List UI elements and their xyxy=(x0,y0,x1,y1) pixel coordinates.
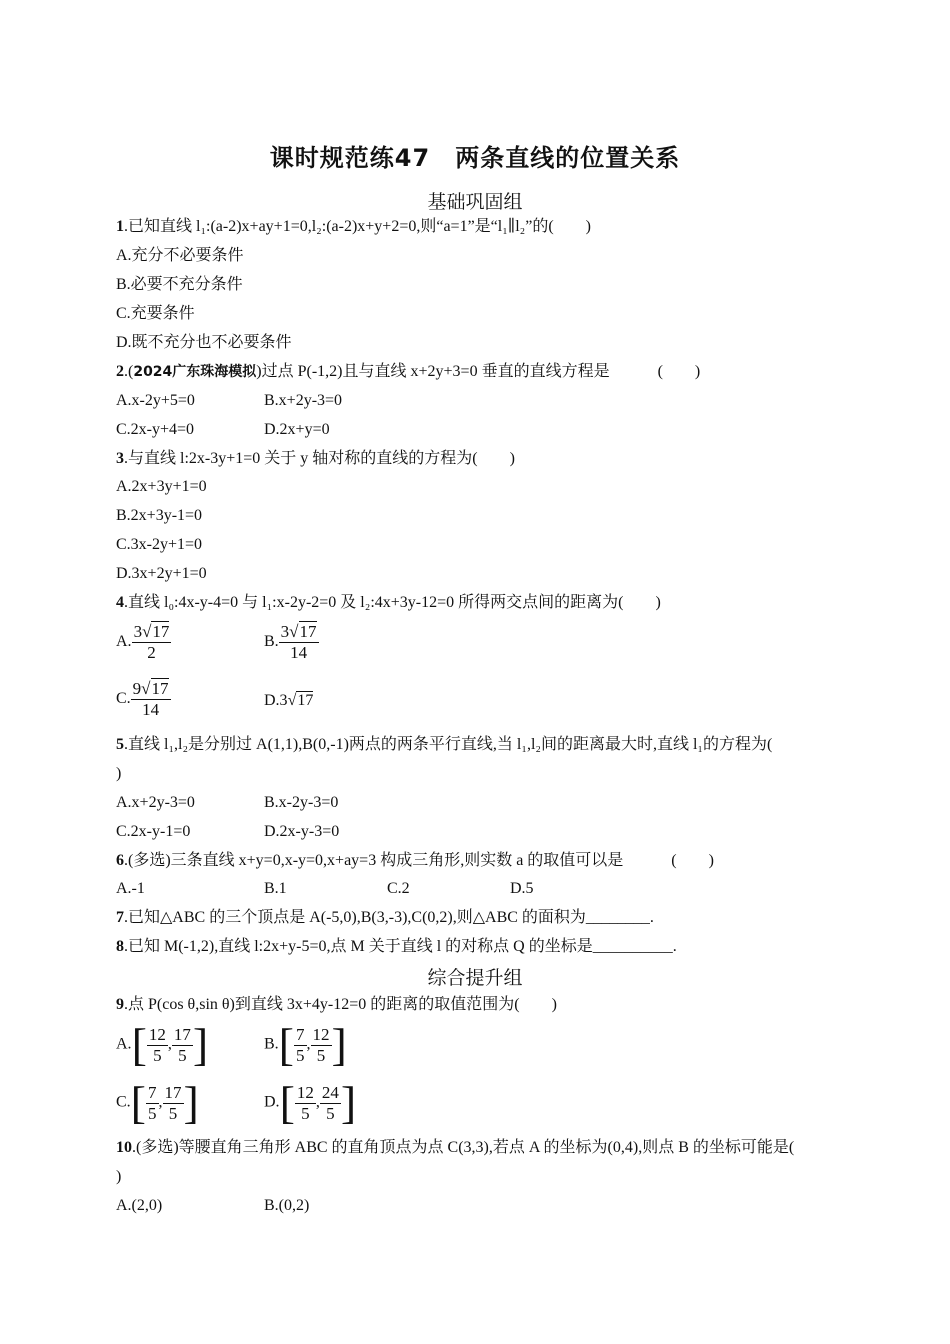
question-number: 10 xyxy=(116,1139,132,1156)
section-basic: 基础巩固组 xyxy=(427,191,523,213)
question-text: .点 P(cos θ,sin θ)到直线 3x+4y-12=0 的距离的取值范围为( ) xyxy=(124,996,557,1013)
question-text: .(多选)三条直线 x+y=0,x-y=0,x+ay=3 构成三角形,则实数 a 的取值可以是 ( ) xyxy=(124,852,714,869)
denominator: 5 xyxy=(296,1045,305,1065)
section-advanced: 综合提升组 xyxy=(427,967,523,989)
fraction: $\frac{3√17}{2}$ xyxy=(133,622,170,662)
option-c: C.[ $\frac{7}{5}$ , $\frac{17}{5}$ ] xyxy=(116,1077,199,1128)
denominator: 5 xyxy=(326,1103,335,1123)
option-label: D. xyxy=(264,1093,280,1111)
fraction xyxy=(172,1025,193,1066)
question-text: .直线 l₀:4x-y-4=0 与 l₁:x-2y-2=0 及 l₂:4x+3y-12=0 所得两交点间的距离为( ) xyxy=(124,594,661,611)
numerator: 7 xyxy=(148,1082,157,1102)
option-c: C.2x-y+4=0 xyxy=(116,421,195,438)
radicand: 17 xyxy=(152,622,170,641)
right-bracket: ] xyxy=(331,1019,347,1070)
right-bracket: ] xyxy=(183,1077,199,1128)
option-b: B.1 xyxy=(264,880,287,897)
option-label: C. xyxy=(116,690,131,708)
question-text: .已知△ABC 的三个顶点是 A(-5,0),B(3,-3),C(0,2),则△ABC 的面积为________. xyxy=(124,909,654,926)
fraction xyxy=(295,1083,316,1124)
numerator: 9 xyxy=(132,679,142,698)
option-b: B.x+2y-3=0 xyxy=(264,392,343,409)
denominator: 5 xyxy=(178,1045,187,1065)
question-text: .已知直线 l₁:(a-2)x+ay+1=0,l₂:(a-2)x+y+2=0,则“a=1”是“l₁∥l₂”的( ) xyxy=(124,218,591,235)
left-bracket: [ xyxy=(130,1077,146,1128)
option-a: A.充分不必要条件 xyxy=(116,247,244,264)
question-text: )过点 P(-1,2)且与直线 x+2y+3=0 垂直的直线方程是 ( ) xyxy=(256,363,701,380)
source-label: 广东珠海模拟 xyxy=(172,364,257,380)
numerator: 12 xyxy=(312,1024,330,1044)
question-number: 4 xyxy=(116,594,124,611)
right-bracket: ] xyxy=(340,1077,357,1128)
question-number: 5 xyxy=(116,736,124,753)
numerator: 3 xyxy=(280,622,290,641)
option-d: D.5 xyxy=(510,880,534,897)
option-label: A. xyxy=(116,1035,132,1053)
fraction xyxy=(294,1025,307,1066)
option-a: A.x-2y+5=0 xyxy=(116,392,195,409)
question-number: 2 xyxy=(116,363,124,380)
option-label: D.3 xyxy=(264,692,288,709)
denominator: 5 xyxy=(148,1103,157,1123)
fraction xyxy=(311,1025,332,1066)
source-year: 2024 xyxy=(133,364,173,380)
option-d: D.3x+2y+1=0 xyxy=(116,565,207,582)
denominator: 2 xyxy=(147,643,156,662)
numerator: 24 xyxy=(321,1082,339,1102)
option-c: C.充要条件 xyxy=(116,305,195,322)
option-b: B.必要不充分条件 xyxy=(116,276,243,293)
fraction: $\frac{3√17}{14}$ xyxy=(280,622,317,662)
question-text: .( xyxy=(124,363,134,380)
numerator: 12 xyxy=(296,1082,314,1102)
radicand: 17 xyxy=(299,622,317,641)
question-4 xyxy=(116,592,661,614)
radicand: 17 xyxy=(297,692,314,709)
question-number: 3 xyxy=(116,450,124,467)
question-10-continued: ) xyxy=(116,1168,122,1185)
option-label: C. xyxy=(116,1093,131,1111)
denominator: 14 xyxy=(142,700,160,719)
question-text: .(多选)等腰直角三角形 ABC 的直角顶点为点 C(3,3),若点 A 的坐标为(0,4),则点 B 的坐标可能是( xyxy=(132,1139,795,1156)
question-text: .与直线 l:2x-3y+1=0 关于 y 轴对称的直线的方程为( ) xyxy=(124,450,515,467)
fraction xyxy=(163,1083,184,1124)
option-d: D.2x-y-3=0 xyxy=(264,823,340,840)
option-d: D.既不充分也不必要条件 xyxy=(116,334,292,351)
question-2 xyxy=(116,361,700,383)
option-b: B.[ $\frac{7}{5}$ , $\frac{12}{5}$ ] xyxy=(264,1019,347,1070)
option-a: A.[ $\frac{12}{5}$ , $\frac{17}{5}$ ] xyxy=(116,1019,209,1070)
option-a xyxy=(116,622,171,663)
denominator: 5 xyxy=(301,1103,310,1123)
question-5-continued: ) xyxy=(116,765,122,782)
question-number: 8 xyxy=(116,938,124,955)
numerator: 7 xyxy=(296,1024,305,1044)
option-b: B.x-2y-3=0 xyxy=(264,794,339,811)
right-bracket: ] xyxy=(192,1019,209,1070)
option-b xyxy=(264,622,319,663)
option-a: A.2x+3y+1=0 xyxy=(116,478,207,495)
question-3 xyxy=(116,448,515,470)
question-6 xyxy=(116,850,714,872)
question-10 xyxy=(116,1137,794,1159)
radicand: 17 xyxy=(151,679,169,698)
numerator: 17 xyxy=(164,1082,182,1102)
option-a: A.-1 xyxy=(116,880,145,897)
option-b: B.2x+3y-1=0 xyxy=(116,507,203,524)
fraction: $\frac{9√17}{14}$ xyxy=(132,679,169,719)
question-text: .已知 M(-1,2),直线 l:2x+y-5=0,点 M 关于直线 l 的对称点 Q 的坐标是__________. xyxy=(124,938,677,955)
option-d: D.2x+y=0 xyxy=(264,421,330,438)
left-bracket: [ xyxy=(131,1019,147,1070)
left-bracket: [ xyxy=(278,1019,294,1070)
denominator: 14 xyxy=(290,643,308,662)
question-9 xyxy=(116,994,557,1016)
denominator: 5 xyxy=(316,1045,326,1065)
denominator: 5 xyxy=(153,1045,162,1065)
option-d: D.3√17 xyxy=(264,692,314,709)
denominator: 5 xyxy=(168,1103,178,1123)
question-1 xyxy=(116,216,591,238)
option-c xyxy=(116,679,171,720)
question-5 xyxy=(116,734,772,756)
option-c: C.2x-y-1=0 xyxy=(116,823,191,840)
question-number: 9 xyxy=(116,996,124,1013)
numerator: 3 xyxy=(133,622,143,641)
question-number: 6 xyxy=(116,852,124,869)
option-c: C.3x-2y+1=0 xyxy=(116,536,203,553)
option-a: A.(2,0) xyxy=(116,1197,163,1214)
fraction xyxy=(146,1083,159,1124)
page-title: 课时规范练47 两条直线的位置关系 xyxy=(269,144,681,172)
numerator: 17 xyxy=(173,1024,191,1044)
option-label: A. xyxy=(116,633,132,651)
numerator: 12 xyxy=(148,1024,166,1044)
question-text: .直线 l₁,l₂是分别过 A(1,1),B(0,-1)两点的两条平行直线,当 l₁,l₂间的距离最大时,直线 l₁的方程为( xyxy=(124,736,773,753)
option-d: D.[ $\frac{12}{5}$ , $\frac{24}{5}$ ] xyxy=(264,1077,357,1128)
question-number: 7 xyxy=(116,909,124,926)
option-a: A.x+2y-3=0 xyxy=(116,794,195,811)
option-b: B.(0,2) xyxy=(264,1197,310,1214)
question-7 xyxy=(116,907,654,929)
fraction xyxy=(320,1083,341,1124)
option-label: B. xyxy=(264,633,279,651)
option-label: B. xyxy=(264,1035,279,1053)
question-8 xyxy=(116,936,677,958)
question-number: 1 xyxy=(116,218,124,235)
option-c: C.2 xyxy=(387,880,410,897)
fraction xyxy=(147,1025,168,1066)
left-bracket: [ xyxy=(279,1077,295,1128)
